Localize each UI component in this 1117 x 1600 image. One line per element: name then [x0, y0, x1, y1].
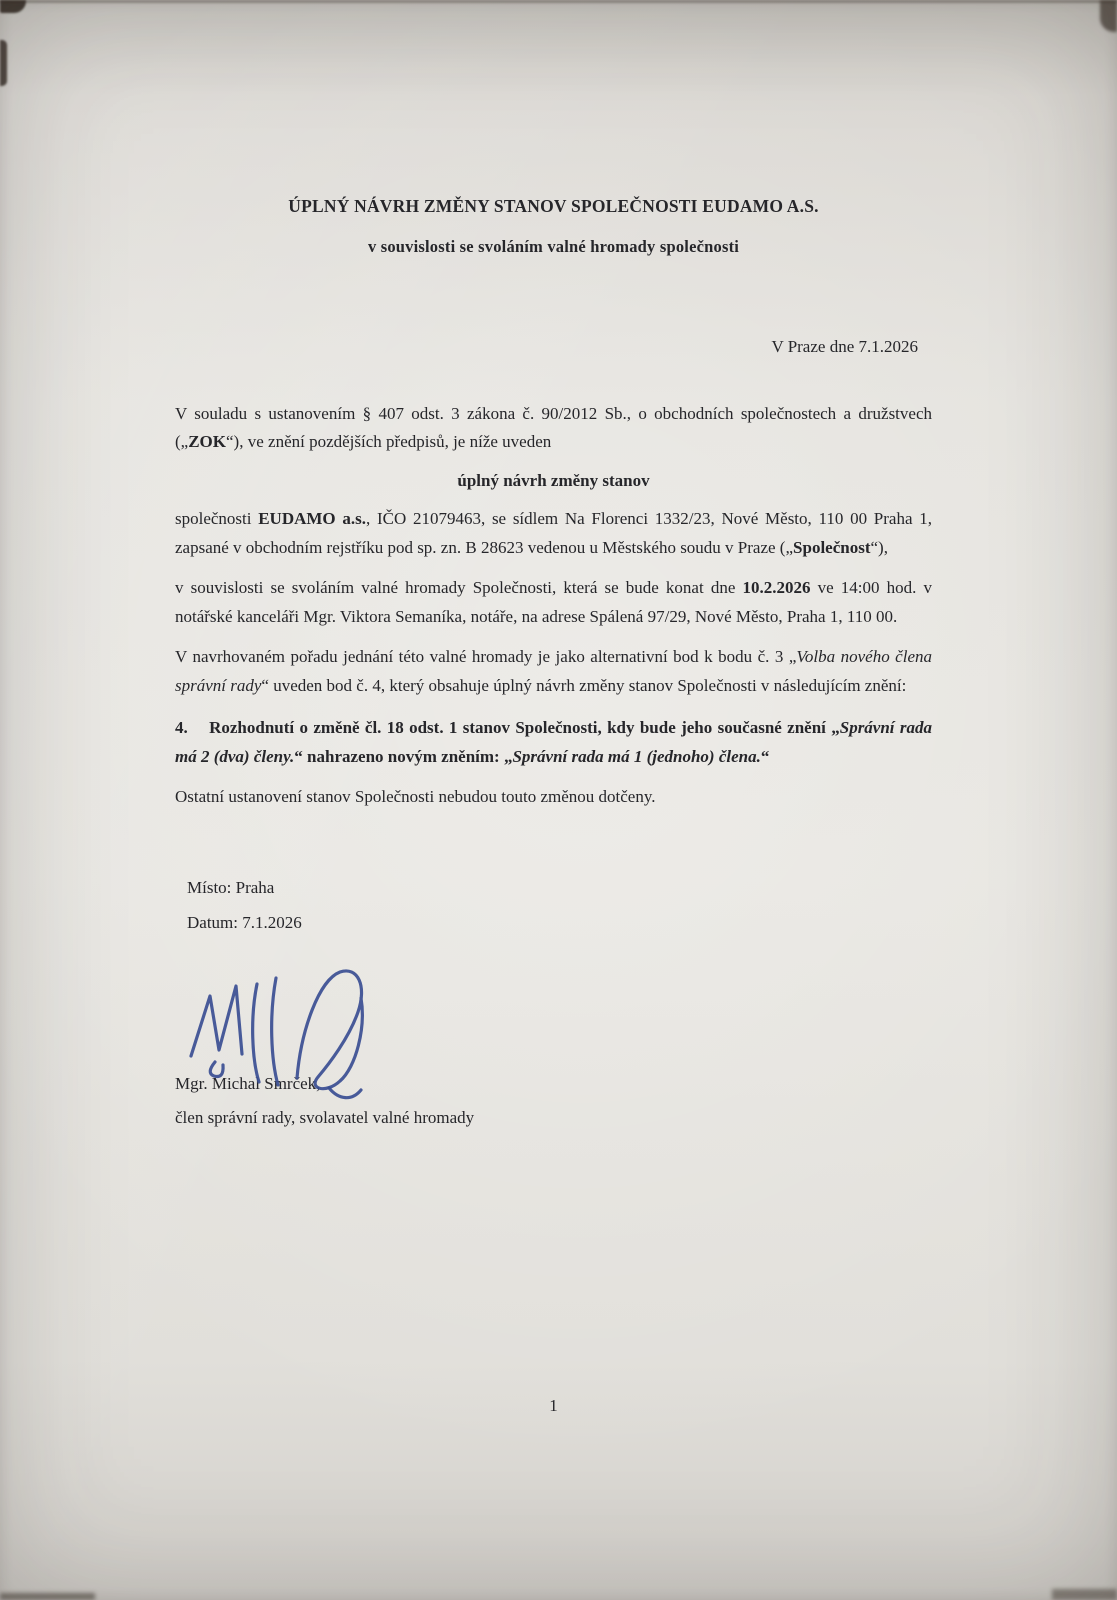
scan-artifact-left-edge [0, 40, 7, 86]
text-run: “ uveden bod č. 4, který obsahuje úplný návrh změny stanov Společnosti v následujícím znění: [261, 675, 907, 695]
document-subtitle: v souvislosti se svoláním valné hromady společnosti [367, 236, 740, 256]
text-run: “), [870, 537, 888, 557]
paragraph-company [175, 505, 932, 562]
paragraph-other-provisions: Ostatní ustanovení stanov Společnosti nebudou touto změnou dotčeny. [175, 787, 656, 806]
scan-artifact-top-left [0, 0, 26, 13]
text-run: společnosti [175, 509, 259, 528]
scan-artifact-bottom-left [0, 1593, 95, 1600]
bold-italic-run: Správní rada má 1 (jednoho) člena. [512, 746, 761, 766]
date-line: Datum: 7.1.2026 [187, 913, 302, 932]
text-run: V souladu s ustanovením § 407 odst. 3 zákona č. 90/2012 Sb., o obchodních společnostech a družstvech („ [175, 403, 932, 451]
dateline: V Praze dne 7.1.2026 [771, 337, 918, 356]
place-line: Místo: Praha [187, 877, 275, 897]
paragraph-meeting [175, 574, 932, 631]
bold-run: EUDAMO a.s. [258, 509, 366, 528]
bold-run: 4. Rozhodnutí o změně čl. 18 odst. 1 stanov Společnosti, kdy bude jeho současné znění „ [175, 718, 840, 737]
bold-run: ZOK [188, 432, 227, 451]
document-body [175, 0, 932, 1415]
text-run: ve 14:00 hod. v notářské kanceláři Mgr. Viktora Semaníka, notáře, na adrese Spálená 97/29, Nové Město, Praha 1, 110 00. [175, 578, 932, 626]
italic-run: Volba nového člena správní rady [175, 647, 932, 695]
signer-name: Mgr. Michal Smrček, [175, 1073, 321, 1093]
text-run: V navrhovaném pořadu jednání této valné hromady je jako alternativní bod k bodu č. 3 „ [175, 647, 797, 666]
bold-run: “ [760, 746, 770, 766]
heading-proposal: úplný návrh změny stanov [457, 470, 650, 490]
scan-artifact-top-right [1100, 0, 1117, 32]
text-run: “), ve znění pozdějších předpisů, je níže uveden [226, 432, 552, 451]
text-run: , IČO 21079463, se sídlem Na Florenci 1332/23, Nové Město, 110 00 Praha 1, zapsané v obchodním rejstříku pod sp. zn. B 28623 vedenou u Městského soudu v Praze („ [175, 509, 932, 557]
paragraph-agenda [175, 643, 932, 700]
signer-role: člen správní rady, svolavatel valné hromady [175, 1108, 475, 1127]
paragraph-legal-basis [175, 400, 932, 457]
document-title: ÚPLNÝ NÁVRH ZMĚNY STANOV SPOLEČNOSTI EUDAMO A.S. [288, 196, 819, 216]
page-number: 1 [549, 1396, 558, 1415]
bold-run: Společnost [793, 537, 871, 557]
text-run: v souvislosti se svoláním valné hromady Společnosti, která se bude konat dne [175, 578, 743, 597]
bold-italic-run: Správní rada má 2 (dva) členy. [175, 718, 932, 766]
bold-run: 10.2.2026 [742, 578, 811, 597]
paragraph-resolution [175, 714, 932, 771]
handwritten-signature [179, 958, 389, 1108]
scan-artifact-bottom-right [1052, 1589, 1117, 1600]
bold-run: “ nahrazeno novým zněním: „ [294, 746, 513, 766]
